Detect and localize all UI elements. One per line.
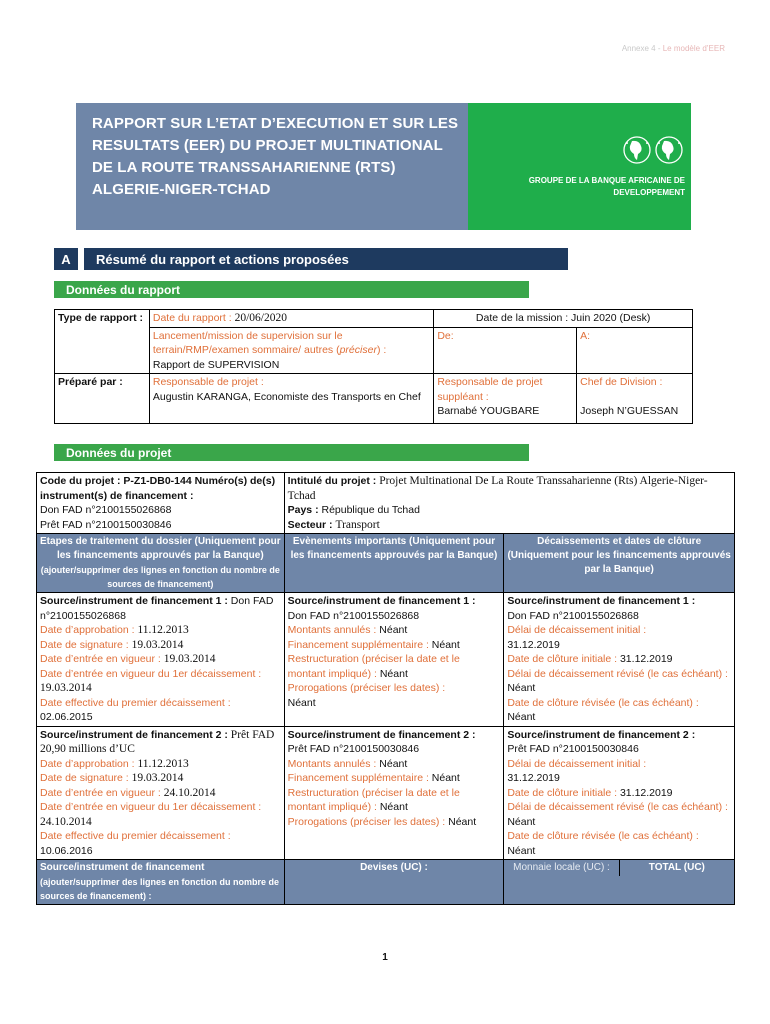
ev-label: Source/instrument de financement 1 : [287, 595, 476, 607]
col1-header-text: Etapes de traitement du dossier (Uniquement pour les financements approuvés par la Banque) [40, 536, 281, 561]
restr-label: Restructuration (préciser la date et le montant impliqué) : [287, 786, 460, 813]
clot-revise-label: Date de clôture révisée (le cas échéant) : [507, 830, 699, 842]
mission-label-end: ) : [376, 344, 387, 356]
signature-value: 19.03.2014 [131, 772, 184, 784]
src1-label: Source/instrument de financement 1 : [40, 595, 231, 607]
src1-label-tail: Don FAD n°2100155026868 [40, 595, 274, 622]
annex-accent: Le modèle d’EER [662, 44, 725, 53]
src2-label-tail: Prêt FAD 20,90 millions d’UC [40, 728, 275, 755]
dec-initial-value: 31.12.2019 [507, 772, 560, 784]
table-row [55, 327, 693, 374]
suppl-label: Responsable de projet suppléant : [437, 376, 543, 403]
footer-src-label: Source/instrument de financement [40, 862, 205, 873]
annules-label: Montants annulés : [287, 757, 380, 770]
approbation-value: 11.12.2013 [137, 624, 189, 636]
chef-label: Chef de Division : [580, 376, 663, 388]
table-row [55, 374, 693, 424]
code-label: Code du projet : P-Z1-DB0-144 Numéro(s) de(s) instrument(s) de financement : [40, 475, 276, 502]
col1-header-sub: (ajouter/supprimer des lignes en fonction du nombre de sources de financement) [40, 565, 280, 589]
footer-src-cell [37, 860, 285, 905]
prorog-label: Prorogations (préciser les dates) : [287, 682, 446, 694]
table-row [37, 534, 735, 593]
cloture-value: 31.12.2019 [619, 786, 673, 799]
footer-devises: Devises (UC) : [284, 860, 504, 905]
report-data-table [54, 309, 693, 424]
src1-disbursements [504, 593, 735, 727]
clot-revise-value: Néant [507, 711, 536, 723]
date-report-cell [149, 310, 433, 328]
pret-number: Prêt FAD n°2100150030846 [40, 518, 172, 531]
approbation-label: Date d’approbation : [40, 757, 138, 770]
src2-events [284, 726, 504, 860]
dec-revise-label: Délai de décaissement révisé (le cas échéant) : [507, 667, 728, 680]
report-header [76, 103, 691, 230]
mission-de: De: [434, 327, 577, 374]
date-report-value: 20/06/2020 [234, 312, 287, 324]
footer-src-sub: (ajouter/supprimer des lignes en fonction du nombre de sources de financement) : [40, 877, 280, 901]
signature-label: Date de signature : [40, 638, 132, 651]
table-row [37, 860, 735, 905]
footer-total: TOTAL (UC) [620, 860, 734, 876]
prepared-label: Préparé par : [55, 374, 150, 424]
cloture-label: Date de clôture initiale : [507, 653, 620, 665]
effective-value: 02.06.2015 [40, 711, 93, 723]
dec-initial-label: Délai de décaissement initial : [507, 624, 647, 636]
pays-label: Pays : [287, 504, 322, 516]
suppl-cell [434, 374, 577, 424]
org-line-2: DEVELOPPEMENT [613, 188, 685, 197]
type-label: Type de rapport : [55, 310, 150, 374]
col1-header [37, 534, 285, 593]
restr-value: Néant [379, 801, 408, 813]
prorog-value: Néant [287, 696, 316, 709]
suppl-value: Barnabé YOUGBARE [437, 405, 540, 417]
vigueur1er-value: 19.03.2014 [40, 682, 92, 694]
vigueur-value: 24.10.2014 [163, 786, 216, 799]
mission-preciser: préciser [339, 344, 377, 356]
src2-label: Source/instrument de financement 2 : [40, 728, 231, 741]
annules-value: Néant [379, 624, 408, 636]
mission-a: A: [577, 327, 693, 374]
intitule-cell [284, 473, 734, 534]
intitule-label: Intitulé du projet : [287, 475, 380, 487]
supp-label: Financement supplémentaire : [287, 772, 432, 784]
approbation-value: 11.12.2013 [137, 757, 189, 770]
table-row [55, 310, 693, 328]
resp-cell [149, 374, 433, 424]
section-bar [54, 248, 568, 270]
restr-label: Restructuration (préciser la date et le montant impliqué) : [287, 653, 460, 680]
vigueur-label: Date d’entrée en vigueur : [40, 786, 164, 799]
src2-stages [37, 726, 285, 860]
resp-label: Responsable de projet : [152, 376, 264, 388]
ev-label: Source/instrument de financement 2 : [287, 728, 476, 741]
dec-label: Source/instrument de financement 2 : [507, 728, 696, 741]
section-title: Résumé du rapport et actions proposées [84, 248, 568, 270]
intitule-value: Projet Multinational De La Route Transsaharienne (Rts) Algerie-Niger-Tchad [287, 475, 708, 502]
clot-revise-label: Date de clôture révisée (le cas échéant) : [507, 696, 699, 709]
footer-right-cell [504, 860, 735, 905]
org-line-1: GROUPE DE LA BANQUE AFRICAINE DE [528, 176, 685, 185]
vigueur-label: Date d’entrée en vigueur : [40, 653, 164, 665]
restr-value: Néant [379, 667, 408, 680]
resp-value: Augustin KARANGA, Economiste des Transports en Chef [152, 390, 421, 403]
afdb-logo-icon [621, 133, 685, 167]
table-row [37, 726, 735, 860]
project-data-table [36, 472, 735, 905]
chef-value: Joseph N’GUESSAN [580, 405, 679, 417]
effective-value: 10.06.2016 [40, 844, 93, 857]
vigueur1er-label: Date d’entrée en vigueur du 1er décaissement : [40, 667, 262, 680]
report-data-heading: Données du rapport [54, 281, 529, 298]
col2-header: Evènements importants (Uniquement pour les financements approuvés par la Banque) [284, 534, 504, 593]
supp-value: Néant [431, 772, 460, 784]
effective-label: Date effective du premier décaissement : [40, 696, 231, 709]
prorog-value: Néant [448, 815, 477, 828]
col3-header: Décaissements et dates de clôture (Uniquement pour les financements approuvés par la Banque) [504, 534, 735, 593]
footer-monnaie: Monnaie locale (UC) : [504, 860, 619, 876]
section-letter: A [54, 248, 78, 270]
report-title: RAPPORT SUR L’ETAT D’EXECUTION ET SUR LES RESULTATS (EER) DU PROJET MULTINATIONAL DE LA ROUTE TRANSSAHARIENNE (RTS) ALGERIE-NIGER-TCHAD [76, 103, 468, 230]
cloture-value: 31.12.2019 [619, 653, 673, 665]
mission-label: Lancement/mission de supervision sur le terrain/RMP/examen sommaire/ autres ( [152, 329, 343, 356]
src1-stages [37, 593, 285, 727]
don-number: Don FAD n°2100155026868 [40, 504, 172, 516]
dec-initial-label: Délai de décaissement initial : [507, 757, 647, 770]
mission-value: Rapport de SUPERVISION [152, 358, 280, 371]
clot-revise-value: Néant [507, 844, 536, 857]
date-report-label: Date du rapport : [152, 312, 235, 324]
project-data-heading: Données du projet [54, 444, 529, 461]
pays-value: République du Tchad [321, 504, 420, 516]
annex-label [622, 44, 725, 53]
vigueur1er-label: Date d’entrée en vigueur du 1er décaissement : [40, 801, 262, 813]
annex-prefix: Annexe 4 - [621, 44, 663, 53]
dec-instrument: Don FAD n°2100155026868 [507, 609, 639, 622]
secteur-value: Transport [335, 518, 380, 531]
ev-instrument: Prêt FAD n°2100150030846 [287, 743, 420, 755]
dec-initial-value: 31.12.2019 [507, 638, 560, 651]
approbation-label: Date d’approbation : [40, 624, 138, 636]
secteur-label: Secteur : [287, 518, 336, 531]
cloture-label: Date de clôture initiale : [507, 786, 620, 799]
org-block [468, 103, 691, 230]
signature-value: 19.03.2014 [131, 638, 184, 651]
vigueur1er-value: 24.10.2014 [40, 815, 92, 828]
mission-date: Date de la mission : Juin 2020 (Desk) [434, 310, 693, 328]
annules-label: Montants annulés : [287, 624, 380, 636]
src1-events [284, 593, 504, 727]
dec-label: Source/instrument de financement 1 : [507, 595, 696, 607]
src2-disbursements [504, 726, 735, 860]
dec-instrument: Prêt FAD n°2100150030846 [507, 743, 639, 755]
supp-label: Financement supplémentaire : [287, 638, 432, 651]
dec-revise-label: Délai de décaissement révisé (le cas échéant) : [507, 801, 728, 813]
prorog-label: Prorogations (préciser les dates) : [287, 815, 449, 828]
chef-cell [577, 374, 693, 424]
page-number: 1 [382, 952, 388, 963]
table-row [37, 473, 735, 534]
org-name [529, 175, 685, 199]
effective-label: Date effective du premier décaissement : [40, 830, 231, 842]
dec-revise-value: Néant [507, 682, 536, 694]
table-row [37, 593, 735, 727]
mission-cell [149, 327, 433, 374]
dec-revise-value: Néant [507, 815, 536, 828]
ev-instrument: Don FAD n°2100155026868 [287, 609, 420, 622]
code-cell [37, 473, 285, 534]
annules-value: Néant [379, 757, 408, 770]
supp-value: Néant [431, 638, 460, 651]
vigueur-value: 19.03.2014 [163, 653, 216, 665]
signature-label: Date de signature : [40, 772, 132, 784]
